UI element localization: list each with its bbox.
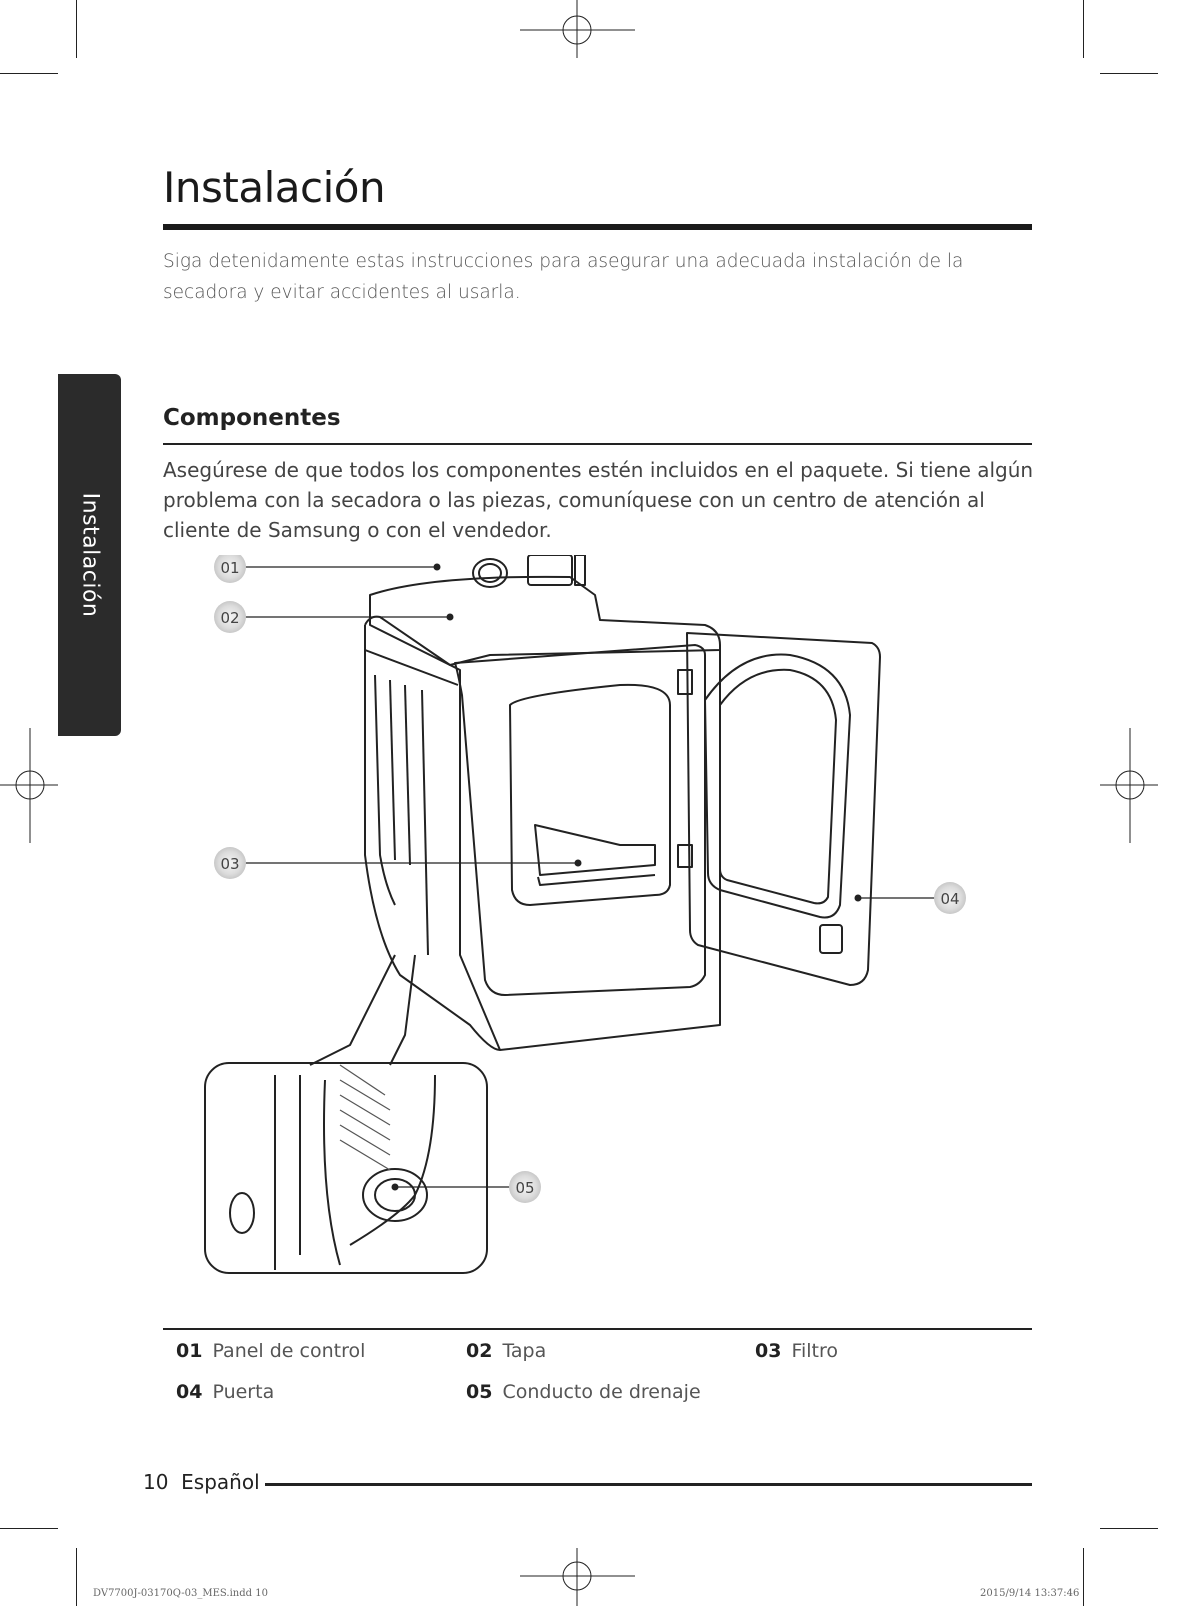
legend-rule	[163, 1328, 1032, 1330]
side-tab	[58, 374, 121, 736]
footer-language: Español	[181, 1470, 260, 1494]
print-timestamp: 2015/9/14 13:37:46	[980, 1588, 1080, 1599]
svg-text:02: 02	[220, 609, 240, 627]
title-rule	[163, 224, 1032, 230]
legend-item	[466, 1381, 701, 1403]
registration-mark-bottom	[520, 1548, 635, 1606]
page-number: 10	[143, 1470, 169, 1494]
legend-label: Filtro	[791, 1340, 839, 1362]
crop-mark	[1100, 1528, 1158, 1529]
callout-04	[934, 882, 966, 914]
callout-03	[214, 847, 246, 879]
svg-text:05: 05	[515, 1179, 535, 1197]
file-info: DV7700J-03170Q-03_MES.indd 10	[93, 1588, 268, 1599]
registration-mark-top	[520, 0, 635, 60]
side-tab-label: Instalación	[77, 492, 102, 618]
crop-mark	[1083, 1548, 1084, 1606]
legend-num: 05	[466, 1381, 493, 1403]
inset-box	[205, 1063, 487, 1273]
section-heading: Componentes	[163, 405, 341, 431]
crop-mark	[76, 1548, 77, 1606]
page-title: Instalación	[163, 163, 386, 212]
svg-text:04: 04	[940, 890, 960, 908]
legend-label: Conducto de drenaje	[502, 1381, 701, 1403]
crop-mark	[1083, 0, 1084, 58]
crop-mark	[0, 1528, 58, 1529]
legend-num: 02	[466, 1340, 493, 1362]
dryer-body	[370, 577, 720, 665]
section-text: Asegúrese de que todos los componentes estén incluidos en el paquete. Si tiene algún problema con la secadora o las piezas, comuníquese con un centro de atención al cliente de Samsung o con el vendedor.	[163, 458, 1034, 542]
callout-01	[214, 555, 246, 583]
registration-mark-left	[0, 728, 60, 843]
legend-label: Puerta	[212, 1381, 275, 1403]
legend-item	[466, 1340, 546, 1362]
page-footer	[143, 1470, 260, 1494]
crop-mark	[1100, 73, 1158, 74]
callout-02	[214, 601, 246, 633]
crop-mark	[76, 0, 77, 58]
registration-mark-right	[1100, 728, 1160, 843]
legend-num: 03	[755, 1340, 782, 1362]
section-rule	[163, 443, 1032, 445]
svg-text:01: 01	[220, 559, 240, 577]
legend-label: Panel de control	[212, 1340, 366, 1362]
svg-text:03: 03	[220, 855, 240, 873]
legend-label: Tapa	[502, 1340, 547, 1362]
footer-rule	[265, 1483, 1032, 1486]
legend-num: 01	[176, 1340, 203, 1362]
crop-mark	[0, 73, 58, 74]
legend-item	[755, 1340, 838, 1362]
callout-05	[509, 1171, 541, 1203]
legend-num: 04	[176, 1381, 203, 1403]
legend-item	[176, 1381, 274, 1403]
legend-item	[176, 1340, 365, 1362]
intro-text: Siga detenidamente estas instrucciones para asegurar una adecuada instalación de la secadora y evitar accidentes al usarla.	[163, 251, 964, 303]
dryer-diagram	[200, 555, 1000, 1305]
